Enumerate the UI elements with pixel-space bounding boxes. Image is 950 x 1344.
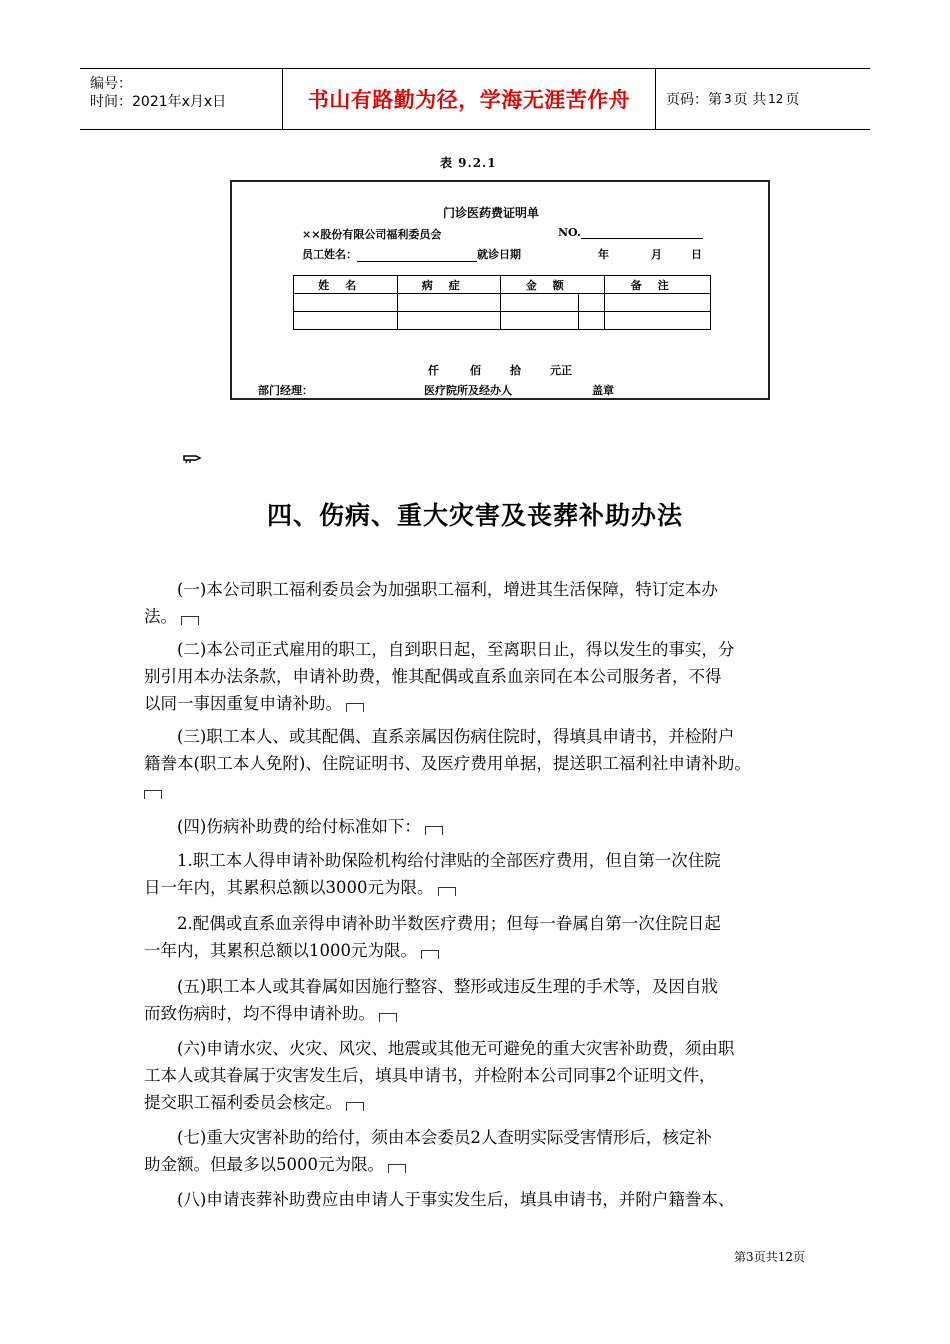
return-mark-icon: [425, 826, 443, 835]
page-indicator: 页码：第 3 页 共 12 页: [666, 92, 800, 108]
time-label: 时间：2021年x月x日: [90, 94, 227, 110]
form-no: NO.: [558, 226, 703, 239]
return-mark-icon: [438, 887, 456, 896]
form-seal: 盖章: [592, 384, 614, 397]
return-mark-icon: [144, 790, 162, 799]
paragraph-8: (六)申请水灾、火灾、风灾、地震或其他无可避免的重大灾害补助费，须由职 工本人或其眷属于灾害发生后，填具申请书，并检附本公司同事2个证明文件， 提交职工福利委员会核定。: [144, 1039, 735, 1112]
paragraph-5: 1.职工本人得申请补助保险机构给付津贴的全部医疗费用，但自第一次住院 日一年内，其累积总额以3000元为限。: [144, 851, 721, 897]
form-unit-yuan: 元正: [550, 364, 572, 377]
section-title: 四、伤病、重大灾害及丧葬补助办法: [266, 501, 683, 530]
form-col-name: 姓名: [294, 276, 398, 294]
form-table: [293, 275, 711, 330]
form-employee-line: 员工姓名： 就诊日期: [302, 248, 521, 261]
header-meta: [80, 69, 280, 129]
paragraph-6: 2.配偶或直系血亲得申请补助半数医疗费用；但每一眷属自第一次住院日起 一年内，其累积总额以1000元为限。: [144, 914, 721, 960]
paragraph-1: (一)本公司职工福利委员会为加强职工福利，增进其生活保障，特订定本办 法。: [144, 580, 718, 626]
form-unit-shi: 拾: [510, 364, 521, 377]
paragraph-4: (四)伤病补助费的给付标准如下：: [144, 813, 814, 840]
form-unit-qian: 仟: [428, 364, 439, 377]
form-hospital: 医疗院所及经办人: [424, 384, 512, 397]
paragraph-2: (二)本公司正式雇用的职工，自到职日起，至离职日止，得以发生的事实，分 别引用本办法条款，申请补助费，惟其配偶或直系血亲同在本公司服务者，不得 以同一事因重复申请补助。: [144, 640, 735, 713]
form-col-remark: 备注: [605, 276, 711, 294]
form-day: 日: [691, 248, 702, 261]
receipt-form-image: [230, 180, 770, 400]
form-month: 月: [651, 248, 662, 261]
paragraph-10: (八)申请丧葬补助费应由申请人于事实发生后，填具申请书，并附户籍誊本、: [177, 1190, 735, 1209]
return-mark-icon: [346, 1102, 364, 1111]
return-mark-icon: [421, 950, 439, 959]
return-mark-icon: [346, 703, 364, 712]
figure-caption: 表 9.2.1: [440, 156, 497, 170]
motto: 书山有路勤为径，学海无涯苦作舟: [282, 69, 656, 129]
page-header: [80, 68, 870, 130]
page-footer: 第3页共12页: [734, 1250, 805, 1264]
form-title: 门诊医药费证明单: [443, 206, 540, 220]
return-mark-icon: [379, 1013, 397, 1022]
form-col-amount: 金额: [501, 276, 605, 294]
paragraph-3: (三)职工本人、或其配偶、直系亲属因伤病住院时，得填具申请书，并检附户 籍誊本(职工本人免附)、住院证明书、及医疗费用单据，提送职工福利社申请补助。: [144, 723, 814, 804]
form-manager: 部门经理：: [258, 384, 313, 397]
return-mark-icon: [181, 616, 199, 625]
return-mark-icon: [388, 1164, 406, 1173]
form-col-illness: 病症: [397, 276, 501, 294]
form-unit-bai: 佰: [470, 364, 481, 377]
paragraph-7: (五)职工本人或其眷属如因施行整容、整形或违反生理的手术等，及因自戕 而致伤病时，均不得申请补助。: [144, 977, 718, 1023]
number-label: 编号：: [90, 76, 132, 92]
form-company: ××股份有限公司福利委员会: [302, 228, 442, 241]
paragraph-9: (七)重大灾害补助的给付，须由本会委员2人查明实际受害情形后，核定补 助金额。但最多以5000元为限。: [144, 1128, 712, 1174]
form-year: 年: [598, 248, 609, 261]
pencil-icon: [182, 450, 204, 464]
